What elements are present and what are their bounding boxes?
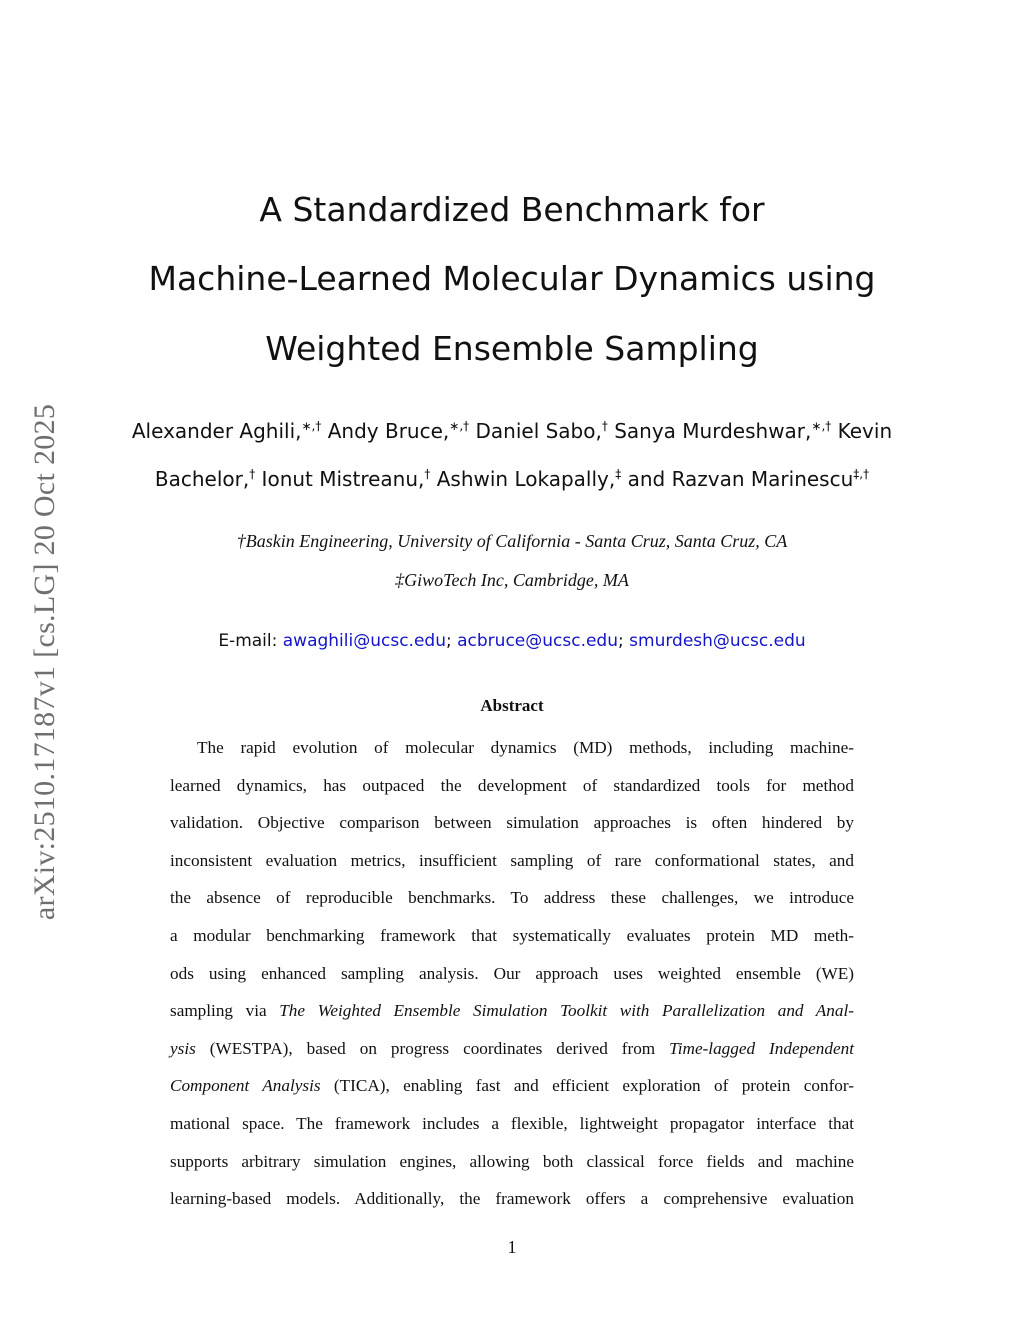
author-affiliation-mark: ∗,† xyxy=(811,419,832,433)
abstract-text: ods using enhanced sampling analysis. Our approach uses weighted ensemble (WE) xyxy=(170,963,854,983)
abstract-line xyxy=(170,961,854,999)
abstract-line xyxy=(170,810,854,848)
email-link-murdeshwar[interactable]: smurdesh@ucsc.edu xyxy=(629,631,806,651)
abstract-text: inconsistent evaluation metrics, insufficient sampling of rare conformational states, and xyxy=(170,850,854,870)
email-separator: ; xyxy=(618,631,630,651)
paper-title-line-2: Machine-Learned Molecular Dynamics using xyxy=(148,259,876,298)
abstract-italic-text: ysis xyxy=(170,1038,196,1058)
abstract-text: a modular benchmarking framework that systematically evaluates protein MD meth- xyxy=(170,925,854,945)
email-line xyxy=(0,631,1024,651)
abstract-line xyxy=(170,1149,854,1187)
abstract-line xyxy=(170,1036,854,1074)
email-label: E-mail: xyxy=(218,631,283,651)
paper-title-line-1: A Standardized Benchmark for xyxy=(259,190,765,229)
author-name: Bachelor, xyxy=(154,467,250,491)
abstract-line xyxy=(170,773,854,811)
abstract-line xyxy=(170,923,854,961)
abstract-text: learned dynamics, has outpaced the development of standardized tools for method xyxy=(170,775,854,795)
abstract-text: (TICA), enabling fast and efficient exploration of protein confor- xyxy=(320,1076,854,1096)
abstract-line xyxy=(170,1073,854,1111)
abstract-line xyxy=(170,848,854,886)
author-affiliation-mark: ‡,† xyxy=(853,467,870,481)
author-name: Daniel Sabo, xyxy=(469,419,602,443)
abstract-line xyxy=(170,1186,854,1224)
email-link-bruce[interactable]: acbruce@ucsc.edu xyxy=(457,631,619,651)
abstract-line xyxy=(170,998,854,1036)
abstract-text: (WESTPA), based on progress coordinates derived from xyxy=(195,1038,670,1058)
email-separator: ; xyxy=(445,631,458,651)
author-affiliation-mark: ∗,† xyxy=(449,419,470,433)
author-list-line-2 xyxy=(0,467,1024,491)
abstract-text: the absence of reproducible benchmarks. To address these challenges, we introduce xyxy=(170,888,854,908)
abstract-text: learning-based models. Additionally, the framework offers a comprehensive evaluation xyxy=(170,1189,854,1209)
paper-title-line-3: Weighted Ensemble Sampling xyxy=(265,329,759,368)
author-name: and Razvan Marinescu xyxy=(621,467,854,491)
abstract-italic-text: The Weighted Ensemble Simulation Toolkit with Parallelization and Anal- xyxy=(279,1001,854,1021)
abstract-text: mational space. The framework includes a flexible, lightweight propagator interface that xyxy=(170,1113,854,1133)
abstract-line xyxy=(170,1111,854,1149)
author-list-line-1 xyxy=(0,419,1024,443)
author-affiliation-mark: † xyxy=(601,419,608,433)
abstract-line xyxy=(170,735,854,773)
author-affiliation-mark: † xyxy=(424,467,431,481)
affiliation-giwotech: ‡GiwoTech Inc, Cambridge, MA xyxy=(395,570,629,590)
author-name: Sanya Murdeshwar, xyxy=(607,419,812,443)
author-name: Andy Bruce, xyxy=(321,419,450,443)
author-name: Alexander Aghili, xyxy=(131,419,302,443)
abstract-heading: Abstract xyxy=(480,696,544,715)
abstract-italic-text: Time-lagged Independent xyxy=(669,1038,854,1058)
abstract-text: supports arbitrary simulation engines, allowing both classical force fields and machine xyxy=(170,1151,854,1171)
page-number: 1 xyxy=(507,1237,517,1257)
abstract-text: validation. Objective comparison between simulation approaches is often hindered by xyxy=(170,813,854,833)
email-link-aghili[interactable]: awaghili@ucsc.edu xyxy=(282,631,446,651)
author-affiliation-mark: ∗,† xyxy=(301,419,322,433)
abstract-text: The rapid evolution of molecular dynamics (MD) methods, including machine- xyxy=(197,738,854,757)
abstract-body xyxy=(170,735,854,1224)
author-affiliation-mark: ‡ xyxy=(615,467,622,481)
abstract-line xyxy=(170,885,854,923)
abstract-text: sampling via xyxy=(170,1001,280,1021)
arxiv-identifier-stamp: arXiv:2510.17187v1 [cs.LG] 20 Oct 2025 xyxy=(28,403,61,921)
author-name: Ashwin Lokapally, xyxy=(430,467,616,491)
author-name: Kevin xyxy=(831,419,893,443)
abstract-italic-text: Component Analysis xyxy=(170,1076,321,1096)
author-affiliation-mark: † xyxy=(249,467,256,481)
author-name: Ionut Mistreanu, xyxy=(255,467,425,491)
affiliation-ucsc: †Baskin Engineering, University of California - Santa Cruz, Santa Cruz, CA xyxy=(236,531,788,551)
